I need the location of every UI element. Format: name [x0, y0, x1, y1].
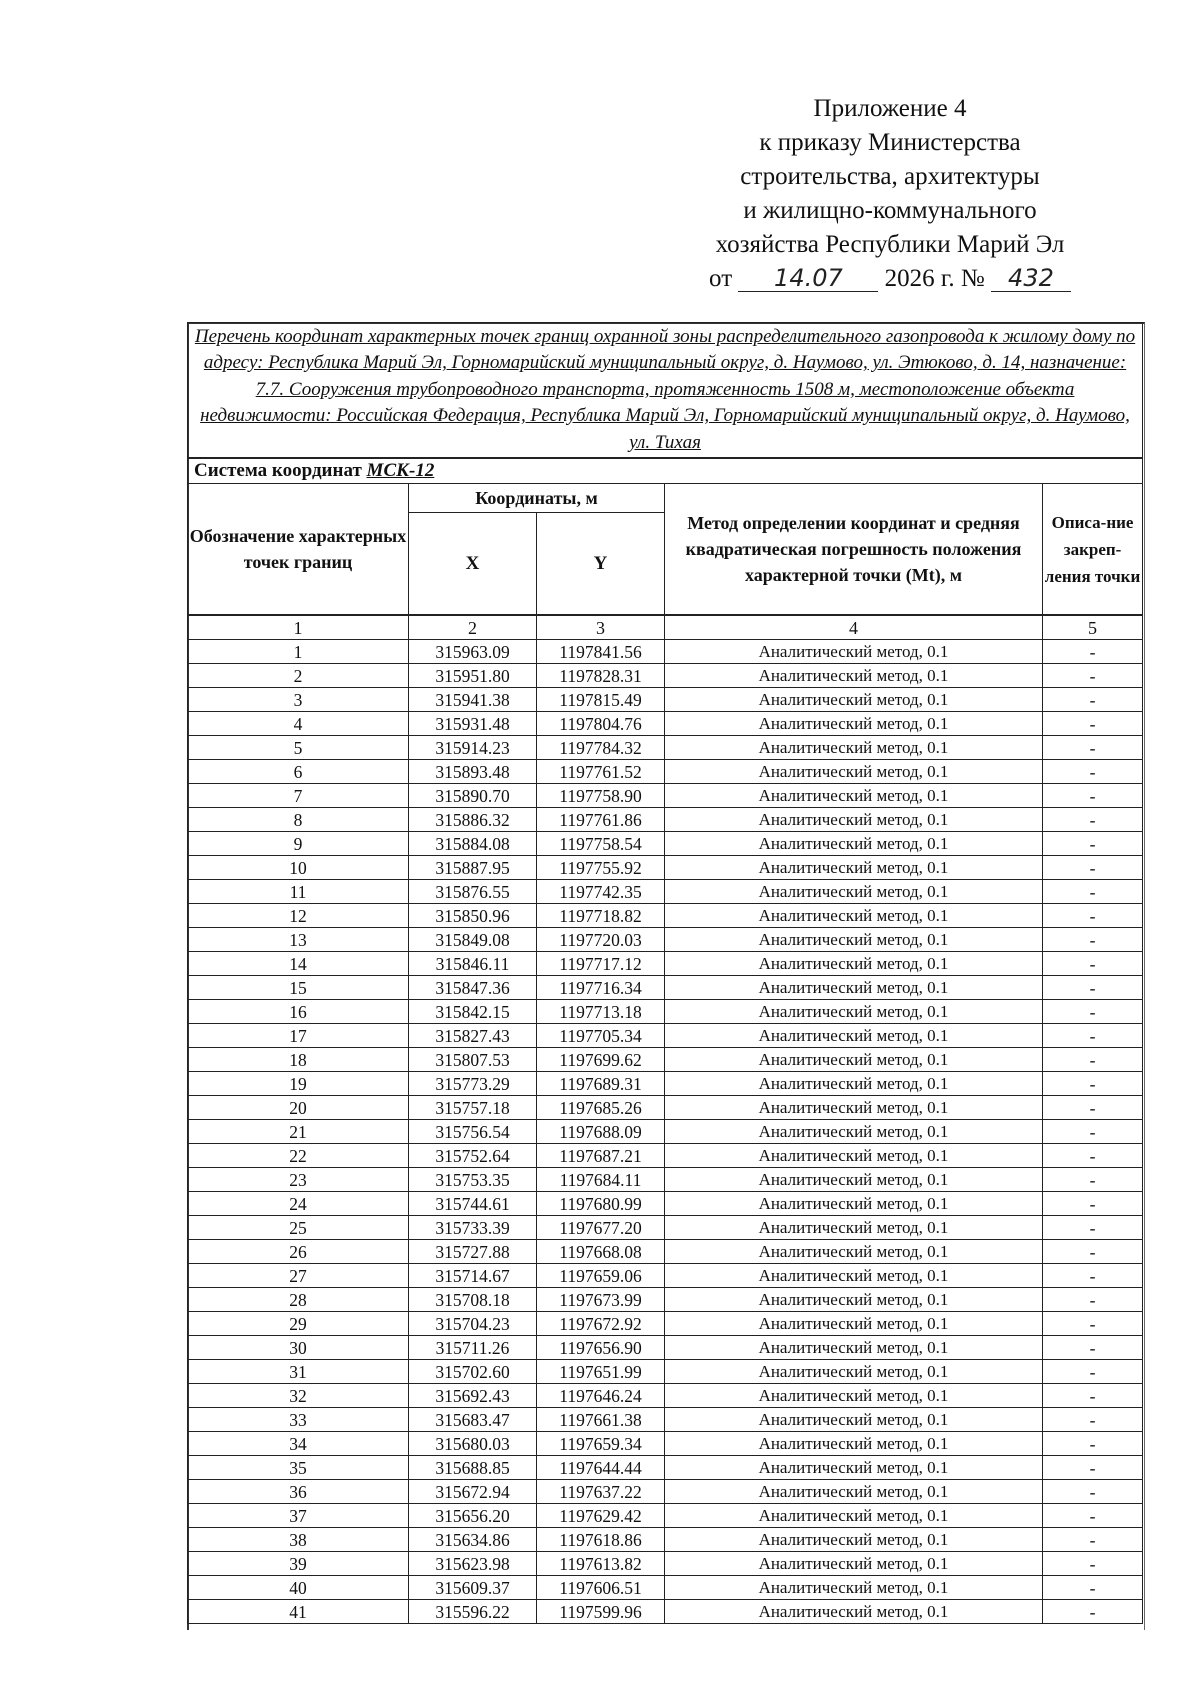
- date-year: 2026 г.: [884, 265, 955, 292]
- header-x: X: [409, 513, 537, 616]
- method-cell: Аналитический метод, 0.1: [665, 640, 1043, 664]
- point-number-cell: 33: [188, 1408, 409, 1432]
- description-cell: -: [1043, 1408, 1143, 1432]
- table-row: [188, 640, 1143, 664]
- y-coordinate-cell: 1197618.86: [537, 1528, 665, 1552]
- description-cell: -: [1043, 1480, 1143, 1504]
- y-coordinate-cell: 1197716.34: [537, 976, 665, 1000]
- x-coordinate-cell: 315727.88: [409, 1240, 537, 1264]
- x-coordinate-cell: 315890.70: [409, 784, 537, 808]
- x-coordinate-cell: 315963.09: [409, 640, 537, 664]
- y-coordinate-cell: 1197673.99: [537, 1288, 665, 1312]
- x-coordinate-cell: 315634.86: [409, 1528, 537, 1552]
- y-coordinate-cell: 1197606.51: [537, 1576, 665, 1600]
- appendix-line-2: к приказу Министерства: [759, 129, 1021, 156]
- table-row: [188, 1576, 1143, 1600]
- table-row: [188, 712, 1143, 736]
- x-coordinate-cell: 315887.95: [409, 856, 537, 880]
- point-number-cell: 40: [188, 1576, 409, 1600]
- point-number-cell: 26: [188, 1240, 409, 1264]
- table-row: [188, 1552, 1143, 1576]
- method-cell: Аналитический метод, 0.1: [665, 856, 1043, 880]
- description-cell: -: [1043, 1456, 1143, 1480]
- table-row: [188, 1456, 1143, 1480]
- y-coordinate-cell: 1197659.34: [537, 1432, 665, 1456]
- description-cell: -: [1043, 1576, 1143, 1600]
- method-cell: Аналитический метод, 0.1: [665, 976, 1043, 1000]
- description-cell: -: [1043, 904, 1143, 928]
- point-number-cell: 7: [188, 784, 409, 808]
- y-coordinate-cell: 1197689.31: [537, 1072, 665, 1096]
- coordinate-system-value: МСК-12: [366, 460, 435, 481]
- point-number-cell: 8: [188, 808, 409, 832]
- number-sign: №: [960, 265, 985, 292]
- method-cell: Аналитический метод, 0.1: [665, 808, 1043, 832]
- column-number-1: 1: [188, 615, 409, 640]
- method-cell: Аналитический метод, 0.1: [665, 1216, 1043, 1240]
- method-cell: Аналитический метод, 0.1: [665, 1120, 1043, 1144]
- x-coordinate-cell: 315850.96: [409, 904, 537, 928]
- y-coordinate-cell: 1197717.12: [537, 952, 665, 976]
- x-coordinate-cell: 315914.23: [409, 736, 537, 760]
- table-row: [188, 1216, 1143, 1240]
- y-coordinate-cell: 1197661.38: [537, 1408, 665, 1432]
- table-row: [188, 808, 1143, 832]
- x-coordinate-cell: 315893.48: [409, 760, 537, 784]
- coordinates-table: [187, 322, 1143, 1624]
- y-coordinate-cell: 1197828.31: [537, 664, 665, 688]
- table-row: [188, 664, 1143, 688]
- point-number-cell: 2: [188, 664, 409, 688]
- y-coordinate-cell: 1197804.76: [537, 712, 665, 736]
- header-coordinates: Координаты, м: [409, 484, 665, 513]
- table-title: Перечень координат характерных точек границ охранной зоны распределительного газопровода к жилому дому по адресу: Республика Марий Эл, Горномарийский муниципальный округ, д. Наумово, ул. Этюково, д. 14, назначение: 7.7. Сооружения трубопроводного транспорта, протяженность 1508 м, местоположение объекта недвижимости: Российская Федерация, Республика Марий Эл, Горномарийский муниципальный округ, д. Наумово, ул. Тихая: [188, 323, 1143, 459]
- y-coordinate-cell: 1197688.09: [537, 1120, 665, 1144]
- x-coordinate-cell: 315846.11: [409, 952, 537, 976]
- point-number-cell: 24: [188, 1192, 409, 1216]
- description-cell: -: [1043, 1216, 1143, 1240]
- table-row: [188, 736, 1143, 760]
- table-row: [188, 688, 1143, 712]
- method-cell: Аналитический метод, 0.1: [665, 1576, 1043, 1600]
- table-row: [188, 1312, 1143, 1336]
- description-cell: -: [1043, 976, 1143, 1000]
- table-row: [188, 880, 1143, 904]
- x-coordinate-cell: 315876.55: [409, 880, 537, 904]
- point-number-cell: 6: [188, 760, 409, 784]
- x-coordinate-cell: 315886.32: [409, 808, 537, 832]
- point-number-cell: 31: [188, 1360, 409, 1384]
- header-method: Метод определении координат и средняя квадратическая погрешность положения характерной точки (Mt), м: [665, 484, 1043, 616]
- description-cell: -: [1043, 1432, 1143, 1456]
- appendix-date-line: [660, 262, 1120, 296]
- y-coordinate-cell: 1197656.90: [537, 1336, 665, 1360]
- description-cell: -: [1043, 1000, 1143, 1024]
- x-coordinate-cell: 315951.80: [409, 664, 537, 688]
- description-cell: -: [1043, 784, 1143, 808]
- table-row: [188, 1336, 1143, 1360]
- table-row: [188, 1120, 1143, 1144]
- y-coordinate-cell: 1197758.90: [537, 784, 665, 808]
- table-row: [188, 928, 1143, 952]
- x-coordinate-cell: 315757.18: [409, 1096, 537, 1120]
- x-coordinate-cell: 315884.08: [409, 832, 537, 856]
- y-coordinate-cell: 1197685.26: [537, 1096, 665, 1120]
- y-coordinate-cell: 1197677.20: [537, 1216, 665, 1240]
- table-row: [188, 1408, 1143, 1432]
- y-coordinate-cell: 1197815.49: [537, 688, 665, 712]
- description-cell: -: [1043, 712, 1143, 736]
- y-coordinate-cell: 1197705.34: [537, 1024, 665, 1048]
- point-number-cell: 3: [188, 688, 409, 712]
- table-row: [188, 856, 1143, 880]
- table-row: [188, 1384, 1143, 1408]
- x-coordinate-cell: 315688.85: [409, 1456, 537, 1480]
- method-cell: Аналитический метод, 0.1: [665, 1312, 1043, 1336]
- x-coordinate-cell: 315941.38: [409, 688, 537, 712]
- coordinate-system: [188, 458, 1143, 484]
- table-row: [188, 1096, 1143, 1120]
- x-coordinate-cell: 315702.60: [409, 1360, 537, 1384]
- appendix-line-4: и жилищно-коммунального: [743, 197, 1037, 224]
- point-number-cell: 36: [188, 1480, 409, 1504]
- description-cell: -: [1043, 1096, 1143, 1120]
- column-number-3: 3: [537, 615, 665, 640]
- point-number-cell: 35: [188, 1456, 409, 1480]
- description-cell: -: [1043, 1312, 1143, 1336]
- method-cell: Аналитический метод, 0.1: [665, 880, 1043, 904]
- y-coordinate-cell: 1197659.06: [537, 1264, 665, 1288]
- x-coordinate-cell: 315672.94: [409, 1480, 537, 1504]
- table-row: [188, 1048, 1143, 1072]
- method-cell: Аналитический метод, 0.1: [665, 1552, 1043, 1576]
- appendix-line-3: строительства, архитектуры: [740, 163, 1040, 190]
- header-y: Y: [537, 513, 665, 616]
- table-row: [188, 1168, 1143, 1192]
- description-cell: -: [1043, 1504, 1143, 1528]
- method-cell: Аналитический метод, 0.1: [665, 1288, 1043, 1312]
- column-number-2: 2: [409, 615, 537, 640]
- description-cell: -: [1043, 1336, 1143, 1360]
- method-cell: Аналитический метод, 0.1: [665, 760, 1043, 784]
- y-coordinate-cell: 1197720.03: [537, 928, 665, 952]
- date-prefix: от: [709, 265, 733, 292]
- y-coordinate-cell: 1197680.99: [537, 1192, 665, 1216]
- description-cell: -: [1043, 664, 1143, 688]
- description-cell: -: [1043, 1384, 1143, 1408]
- column-number-5: 5: [1043, 615, 1143, 640]
- table-row: [188, 976, 1143, 1000]
- x-coordinate-cell: 315744.61: [409, 1192, 537, 1216]
- method-cell: Аналитический метод, 0.1: [665, 1000, 1043, 1024]
- x-coordinate-cell: 315680.03: [409, 1432, 537, 1456]
- x-coordinate-cell: 315847.36: [409, 976, 537, 1000]
- x-coordinate-cell: 315733.39: [409, 1216, 537, 1240]
- method-cell: Аналитический метод, 0.1: [665, 832, 1043, 856]
- x-coordinate-cell: 315849.08: [409, 928, 537, 952]
- y-coordinate-cell: 1197687.21: [537, 1144, 665, 1168]
- point-number-cell: 19: [188, 1072, 409, 1096]
- x-coordinate-cell: 315683.47: [409, 1408, 537, 1432]
- table-row: [188, 1480, 1143, 1504]
- x-coordinate-cell: 315827.43: [409, 1024, 537, 1048]
- description-cell: -: [1043, 1528, 1143, 1552]
- method-cell: Аналитический метод, 0.1: [665, 664, 1043, 688]
- x-coordinate-cell: 315756.54: [409, 1120, 537, 1144]
- description-cell: -: [1043, 760, 1143, 784]
- y-coordinate-cell: 1197629.42: [537, 1504, 665, 1528]
- method-cell: Аналитический метод, 0.1: [665, 736, 1043, 760]
- column-number-row: [188, 615, 1143, 640]
- x-coordinate-cell: 315752.64: [409, 1144, 537, 1168]
- x-coordinate-cell: 315708.18: [409, 1288, 537, 1312]
- x-coordinate-cell: 315692.43: [409, 1384, 537, 1408]
- table-row: [188, 1024, 1143, 1048]
- table-row: [188, 1240, 1143, 1264]
- coordinate-system-label: Система координат: [194, 460, 362, 481]
- table-row: [188, 952, 1143, 976]
- method-cell: Аналитический метод, 0.1: [665, 784, 1043, 808]
- point-number-cell: 41: [188, 1600, 409, 1624]
- point-number-cell: 22: [188, 1144, 409, 1168]
- method-cell: Аналитический метод, 0.1: [665, 928, 1043, 952]
- point-number-cell: 34: [188, 1432, 409, 1456]
- point-number-cell: 28: [188, 1288, 409, 1312]
- x-coordinate-cell: 315656.20: [409, 1504, 537, 1528]
- point-number-cell: 10: [188, 856, 409, 880]
- method-cell: Аналитический метод, 0.1: [665, 952, 1043, 976]
- method-cell: Аналитический метод, 0.1: [665, 1504, 1043, 1528]
- point-number-cell: 20: [188, 1096, 409, 1120]
- method-cell: Аналитический метод, 0.1: [665, 712, 1043, 736]
- point-number-cell: 37: [188, 1504, 409, 1528]
- point-number-cell: 1: [188, 640, 409, 664]
- x-coordinate-cell: 315931.48: [409, 712, 537, 736]
- point-number-cell: 14: [188, 952, 409, 976]
- y-coordinate-cell: 1197637.22: [537, 1480, 665, 1504]
- method-cell: Аналитический метод, 0.1: [665, 1432, 1043, 1456]
- y-coordinate-cell: 1197699.62: [537, 1048, 665, 1072]
- y-coordinate-cell: 1197742.35: [537, 880, 665, 904]
- description-cell: -: [1043, 1072, 1143, 1096]
- method-cell: Аналитический метод, 0.1: [665, 1336, 1043, 1360]
- point-number-cell: 15: [188, 976, 409, 1000]
- y-coordinate-cell: 1197599.96: [537, 1600, 665, 1624]
- point-number-cell: 12: [188, 904, 409, 928]
- y-coordinate-cell: 1197672.92: [537, 1312, 665, 1336]
- description-cell: -: [1043, 1552, 1143, 1576]
- point-number-cell: 25: [188, 1216, 409, 1240]
- description-cell: -: [1043, 808, 1143, 832]
- column-number-4: 4: [665, 615, 1043, 640]
- x-coordinate-cell: 315609.37: [409, 1576, 537, 1600]
- y-coordinate-cell: 1197718.82: [537, 904, 665, 928]
- x-coordinate-cell: 315704.23: [409, 1312, 537, 1336]
- method-cell: Аналитический метод, 0.1: [665, 688, 1043, 712]
- table-row: [188, 1192, 1143, 1216]
- description-cell: -: [1043, 736, 1143, 760]
- x-coordinate-cell: 315623.98: [409, 1552, 537, 1576]
- point-number-cell: 21: [188, 1120, 409, 1144]
- y-coordinate-cell: 1197644.44: [537, 1456, 665, 1480]
- y-coordinate-cell: 1197613.82: [537, 1552, 665, 1576]
- table-row: [188, 1504, 1143, 1528]
- description-cell: -: [1043, 1120, 1143, 1144]
- method-cell: Аналитический метод, 0.1: [665, 1024, 1043, 1048]
- point-number-cell: 30: [188, 1336, 409, 1360]
- y-coordinate-cell: 1197841.56: [537, 640, 665, 664]
- x-coordinate-cell: 315773.29: [409, 1072, 537, 1096]
- table-row: [188, 760, 1143, 784]
- y-coordinate-cell: 1197758.54: [537, 832, 665, 856]
- point-number-cell: 38: [188, 1528, 409, 1552]
- description-cell: -: [1043, 1048, 1143, 1072]
- method-cell: Аналитический метод, 0.1: [665, 1408, 1043, 1432]
- table-row: [188, 904, 1143, 928]
- description-cell: -: [1043, 640, 1143, 664]
- method-cell: Аналитический метод, 0.1: [665, 1384, 1043, 1408]
- x-coordinate-cell: 315714.67: [409, 1264, 537, 1288]
- description-cell: -: [1043, 1168, 1143, 1192]
- table-row: [188, 1072, 1143, 1096]
- x-coordinate-cell: 315596.22: [409, 1600, 537, 1624]
- point-number-cell: 9: [188, 832, 409, 856]
- appendix-line-1: Приложение 4: [813, 95, 967, 122]
- table-row: [188, 784, 1143, 808]
- method-cell: Аналитический метод, 0.1: [665, 1480, 1043, 1504]
- table-row: [188, 1360, 1143, 1384]
- table-row: [188, 1288, 1143, 1312]
- x-coordinate-cell: 315711.26: [409, 1336, 537, 1360]
- table-row: [188, 1264, 1143, 1288]
- method-cell: Аналитический метод, 0.1: [665, 1600, 1043, 1624]
- table-row: [188, 1528, 1143, 1552]
- table-row: [188, 1000, 1143, 1024]
- point-number-cell: 4: [188, 712, 409, 736]
- y-coordinate-cell: 1197668.08: [537, 1240, 665, 1264]
- description-cell: -: [1043, 928, 1143, 952]
- method-cell: Аналитический метод, 0.1: [665, 904, 1043, 928]
- handwritten-number: 432: [991, 265, 1071, 292]
- point-number-cell: 16: [188, 1000, 409, 1024]
- point-number-cell: 32: [188, 1384, 409, 1408]
- header-description: Описа-ние закреп-ления точки: [1043, 484, 1143, 616]
- method-cell: Аналитический метод, 0.1: [665, 1456, 1043, 1480]
- point-number-cell: 27: [188, 1264, 409, 1288]
- method-cell: Аналитический метод, 0.1: [665, 1048, 1043, 1072]
- description-cell: -: [1043, 952, 1143, 976]
- method-cell: Аналитический метод, 0.1: [665, 1168, 1043, 1192]
- method-cell: Аналитический метод, 0.1: [665, 1192, 1043, 1216]
- description-cell: -: [1043, 1144, 1143, 1168]
- method-cell: Аналитический метод, 0.1: [665, 1528, 1043, 1552]
- method-cell: Аналитический метод, 0.1: [665, 1096, 1043, 1120]
- point-number-cell: 39: [188, 1552, 409, 1576]
- description-cell: -: [1043, 1360, 1143, 1384]
- description-cell: -: [1043, 1288, 1143, 1312]
- point-number-cell: 13: [188, 928, 409, 952]
- description-cell: -: [1043, 688, 1143, 712]
- x-coordinate-cell: 315753.35: [409, 1168, 537, 1192]
- x-coordinate-cell: 315807.53: [409, 1048, 537, 1072]
- method-cell: Аналитический метод, 0.1: [665, 1360, 1043, 1384]
- y-coordinate-cell: 1197761.52: [537, 760, 665, 784]
- table-row: [188, 1600, 1143, 1624]
- point-number-cell: 18: [188, 1048, 409, 1072]
- description-cell: -: [1043, 832, 1143, 856]
- description-cell: -: [1043, 1240, 1143, 1264]
- description-cell: -: [1043, 1600, 1143, 1624]
- y-coordinate-cell: 1197784.32: [537, 736, 665, 760]
- point-number-cell: 23: [188, 1168, 409, 1192]
- appendix-line-5: хозяйства Республики Марий Эл: [715, 231, 1065, 258]
- description-cell: -: [1043, 1024, 1143, 1048]
- point-number-cell: 17: [188, 1024, 409, 1048]
- table-row: [188, 832, 1143, 856]
- y-coordinate-cell: 1197651.99: [537, 1360, 665, 1384]
- handwritten-date: 14.07: [738, 265, 878, 292]
- x-coordinate-cell: 315842.15: [409, 1000, 537, 1024]
- point-number-cell: 11: [188, 880, 409, 904]
- point-number-cell: 5: [188, 736, 409, 760]
- description-cell: -: [1043, 856, 1143, 880]
- y-coordinate-cell: 1197684.11: [537, 1168, 665, 1192]
- header-point-designation: Обозначение характерных точек границ: [188, 484, 409, 616]
- appendix-header: [660, 92, 1120, 296]
- method-cell: Аналитический метод, 0.1: [665, 1264, 1043, 1288]
- description-cell: -: [1043, 1192, 1143, 1216]
- table-row: [188, 1144, 1143, 1168]
- table-row: [188, 1432, 1143, 1456]
- y-coordinate-cell: 1197755.92: [537, 856, 665, 880]
- method-cell: Аналитический метод, 0.1: [665, 1144, 1043, 1168]
- method-cell: Аналитический метод, 0.1: [665, 1072, 1043, 1096]
- y-coordinate-cell: 1197761.86: [537, 808, 665, 832]
- y-coordinate-cell: 1197646.24: [537, 1384, 665, 1408]
- description-cell: -: [1043, 880, 1143, 904]
- point-number-cell: 29: [188, 1312, 409, 1336]
- description-cell: -: [1043, 1264, 1143, 1288]
- y-coordinate-cell: 1197713.18: [537, 1000, 665, 1024]
- method-cell: Аналитический метод, 0.1: [665, 1240, 1043, 1264]
